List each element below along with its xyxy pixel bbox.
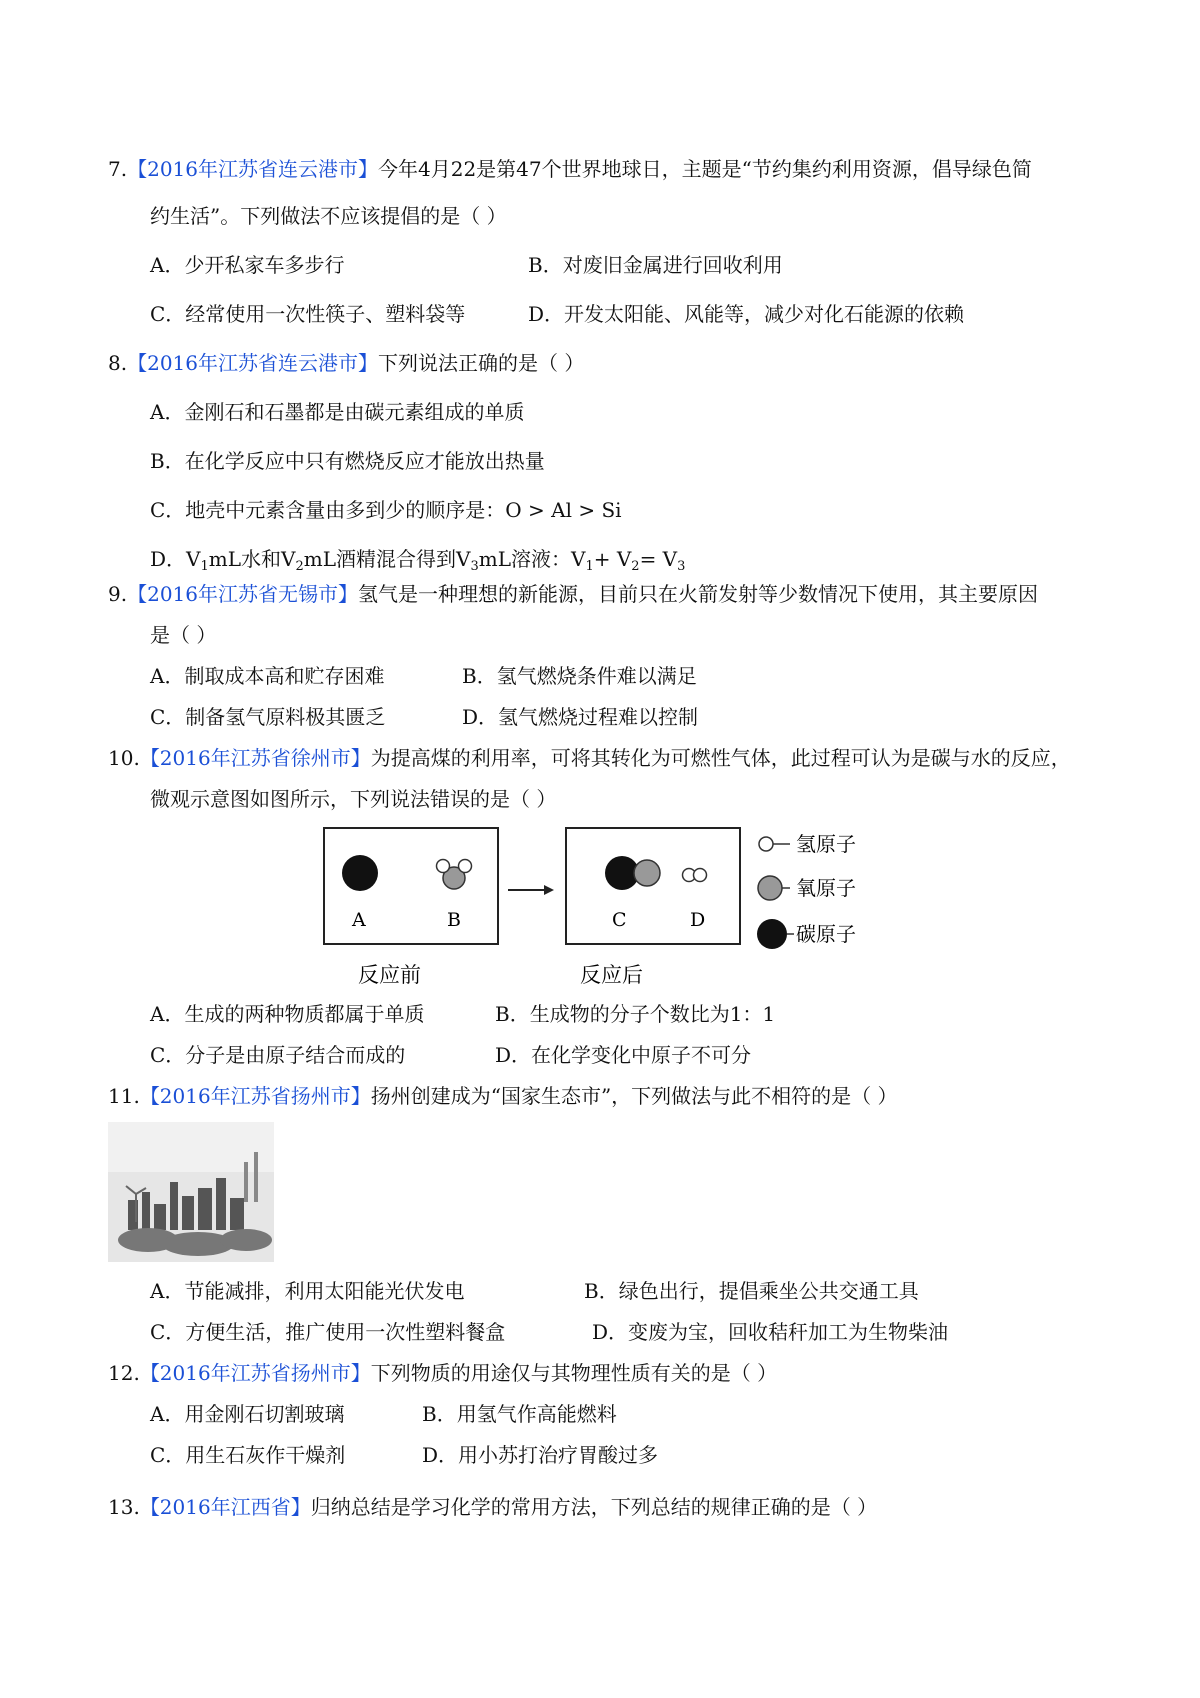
question-number: 7.	[108, 157, 128, 181]
question-11-stem-line1	[108, 1083, 898, 1109]
water-molecule	[437, 860, 472, 890]
question-stem: 下列说法正确的是（ ）	[378, 351, 585, 375]
q9-option-a: A．制取成本高和贮存困难	[150, 664, 385, 688]
question-number: 9.	[108, 582, 128, 606]
q10-option-a: A．生成的两种物质都属于单质	[150, 1002, 425, 1026]
legend-oxygen: 氧原子	[796, 876, 856, 900]
question-8-stem-line1	[108, 350, 584, 376]
question-stem: 今年4月22是第47个世界地球日，主题是“节约集约利用资源，倡导绿色简	[378, 157, 1032, 181]
atom-oxygen	[634, 860, 660, 886]
reaction-diagram	[322, 826, 882, 992]
question-source: 【2016年江苏省扬州市】	[139, 1084, 371, 1108]
arrow-head	[544, 885, 554, 895]
text: mL酒精混合得到V	[303, 547, 471, 571]
text: = V	[639, 547, 678, 571]
question-stem: 为提高煤的利用率，可将其转化为可燃性气体，此过程可认为是碳与水的反应，	[370, 746, 1071, 770]
q10-option-b: B．生成物的分子个数比为1：1	[495, 1002, 776, 1026]
subscript: 3	[470, 559, 479, 574]
question-9-stem-line1	[108, 581, 1038, 607]
atom-hydrogen	[459, 860, 472, 873]
question-stem: 归纳总结是学习化学的常用方法，下列总结的规律正确的是（ ）	[310, 1495, 878, 1519]
q11-option-d: D．变废为宝，回收秸秆加工为生物柴油	[592, 1320, 949, 1344]
question-stem: 氢气是一种理想的新能源，目前只在火箭发射等少数情况下使用，其主要原因	[358, 582, 1038, 606]
q10-option-d: D．在化学变化中原子不可分	[495, 1043, 752, 1067]
question-9-stem-line2: 是（ ）	[150, 623, 217, 647]
question-source: 【2016年江苏省徐州市】	[139, 746, 371, 770]
question-7-stem-line1	[108, 156, 1032, 182]
q9-option-d: D．氢气燃烧过程难以控制	[462, 705, 699, 729]
question-13-stem-line1	[108, 1494, 877, 1520]
label-a: A	[352, 909, 366, 931]
subscript: 3	[677, 559, 686, 574]
label-b: B	[447, 909, 461, 931]
q10-option-c: C．分子是由原子结合而成的	[150, 1043, 406, 1067]
atom-hydrogen	[694, 869, 707, 882]
city-illustration	[108, 1122, 274, 1262]
q11-option-a: A．节能减排，利用太阳能光伏发电	[150, 1279, 465, 1303]
text: + V	[593, 547, 632, 571]
q11-option-c: C．方便生活，推广使用一次性塑料餐盒	[150, 1320, 506, 1344]
q8-option-d	[150, 546, 685, 580]
question-source: 【2016年江苏省扬州市】	[139, 1361, 371, 1385]
q12-option-c: C．用生石灰作干燥剂	[150, 1443, 346, 1467]
question-10-stem-line2: 微观示意图如图所示，下列说法错误的是（ ）	[150, 787, 557, 811]
question-10-stem-line1	[108, 745, 1071, 771]
q12-option-b: B．用氢气作高能燃料	[422, 1402, 617, 1426]
q12-option-d: D．用小苏打治疗胃酸过多	[422, 1443, 659, 1467]
question-number: 8.	[108, 351, 128, 375]
q7-option-a: A．少开私家车多步行	[150, 253, 345, 277]
atom-carbon	[342, 855, 378, 891]
sky	[108, 1122, 274, 1172]
atom-hydrogen	[437, 860, 450, 873]
legend-carbon: 碳原子	[796, 922, 856, 946]
co-molecule	[605, 856, 660, 890]
question-stem: 下列物质的用途仅与其物理性质有关的是（ ）	[370, 1361, 778, 1385]
question-number: 11.	[108, 1084, 140, 1108]
label-after: 反应后	[580, 963, 643, 987]
q7-option-b: B．对废旧金属进行回收利用	[528, 253, 783, 277]
question-stem: 扬州创建成为“国家生态市”，下列做法与此不相符的是（ ）	[370, 1084, 898, 1108]
legend-hydrogen-icon	[759, 837, 773, 851]
question-source: 【2016年江苏省无锡市】	[127, 582, 358, 606]
text: mL水和V	[208, 547, 296, 571]
question-number: 13.	[108, 1495, 140, 1519]
question-12-stem-line1	[108, 1360, 777, 1386]
label-before: 反应前	[358, 963, 421, 987]
subscript: 2	[631, 559, 640, 574]
q7-option-d: D．开发太阳能、风能等，减少对化石能源的依赖	[528, 302, 965, 326]
question-number: 12.	[108, 1361, 140, 1385]
question-source: 【2016年江西省】	[139, 1495, 311, 1519]
q9-option-b: B．氢气燃烧条件难以满足	[462, 664, 697, 688]
subscript: 1	[200, 559, 209, 574]
legend-hydrogen: 氢原子	[796, 832, 856, 856]
label-d: D	[690, 909, 706, 931]
q8-option-a: A．金刚石和石墨都是由碳元素组成的单质	[150, 400, 525, 424]
label-c: C	[612, 909, 627, 931]
q11-option-b: B．绿色出行，提倡乘坐公共交通工具	[584, 1279, 919, 1303]
q7-option-c: C．经常使用一次性筷子、塑料袋等	[150, 302, 466, 326]
q8-option-b: B．在化学反应中只有燃烧反应才能放出热量	[150, 449, 545, 473]
h2-molecule	[683, 869, 707, 882]
legend-oxygen-icon	[758, 876, 782, 900]
question-number: 10.	[108, 746, 140, 770]
question-source: 【2016年江苏省连云港市】	[127, 351, 378, 375]
subscript: 1	[585, 559, 594, 574]
after-box	[566, 828, 740, 944]
q9-option-c: C．制备氢气原料极其匮乏	[150, 705, 386, 729]
text: mL溶液：V	[478, 547, 586, 571]
q12-option-a: A．用金刚石切割玻璃	[150, 1402, 345, 1426]
subscript: 2	[295, 559, 304, 574]
q8-option-c: C．地壳中元素含量由多到少的顺序是：O > Al > Si	[150, 498, 622, 522]
legend-carbon-icon	[757, 919, 787, 949]
question-7-stem-line2: 约生活”。下列做法不应该提倡的是（ ）	[150, 204, 507, 228]
text: D．V	[150, 547, 201, 571]
question-source: 【2016年江苏省连云港市】	[127, 157, 378, 181]
